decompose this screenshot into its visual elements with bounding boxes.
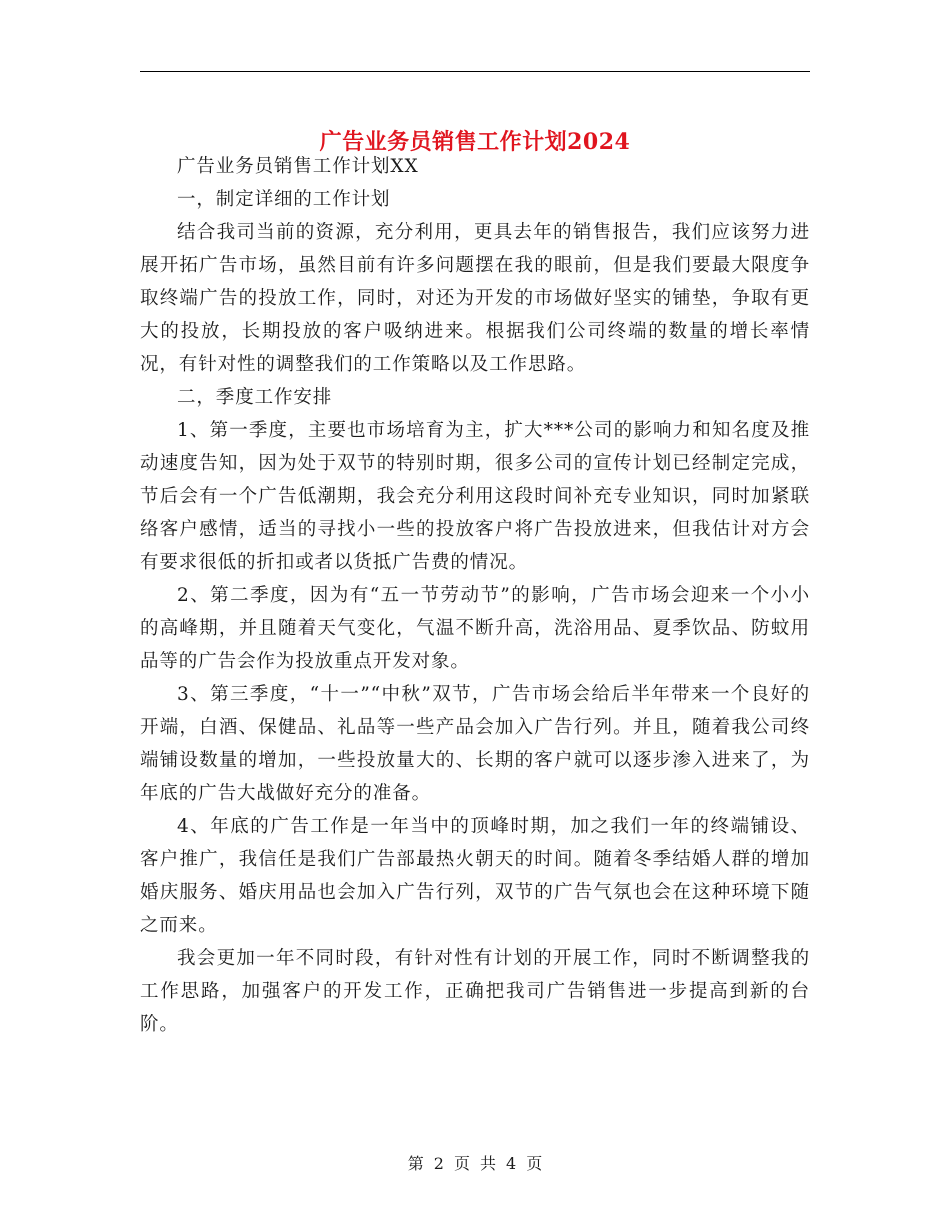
page-number-footer	[0, 1150, 950, 1178]
body-paragraph-q4: 4、年底的广告工作是一年当中的顶峰时期，加之我们一年的终端铺设、客户推广，我信任是我们广告部最热火朝天的时间。随着冬季结婚人群的增加婚庆服务、婚庆用品也会加入广告行列，双节的广告气氛也会在这种环境下随之而来。	[140, 816, 810, 936]
subtitle-paragraph: 广告业务员销售工作计划XX	[177, 156, 419, 177]
section-heading-plan: 一，制定详细的工作计划	[177, 189, 391, 210]
footer-label-page: 第	[407, 1154, 424, 1173]
section-heading-quarterly: 二，季度工作安排	[177, 387, 333, 408]
body-paragraph-q3: 3、第三季度，“十一”“中秋”双节，广告市场会给后半年带来一个良好的开端，白酒、保健品、礼品等一些产品会加入广告行列。并且，随着我公司终端铺设数量的增加，一些投放量大的、长期的客户就可以逐步渗入进来了，为年底的广告大战做好充分的准备。	[140, 684, 810, 804]
footer-total-pages: 4	[506, 1154, 517, 1173]
footer-current-page: 2	[433, 1154, 444, 1173]
header-rule	[140, 71, 810, 72]
footer-label-total-unit: 页	[526, 1154, 543, 1173]
document-title: 广告业务员销售工作计划2024	[319, 128, 631, 155]
closing-paragraph: 我会更加一年不同时段，有针对性有计划的开展工作，同时不断调整我的工作思路，加强客户的开发工作，正确把我司广告销售进一步提高到新的台阶。	[140, 948, 810, 1035]
document-body	[140, 150, 810, 1041]
body-paragraph-q1: 1、第一季度，主要也市场培育为主，扩大***公司的影响力和知名度及推动速度告知，因为处于双节的特别时期，很多公司的宣传计划已经制定完成，节后会有一个广告低潮期，我会充分利用这段时间补充专业知识，同时加紧联络客户感情，适当的寻找小一些的投放客户将广告投放进来，但我估计对方会有要求很低的折扣或者以货抵广告费的情况。	[140, 420, 810, 573]
body-paragraph-q2: 2、第二季度，因为有“五一节劳动节”的影响，广告市场会迎来一个小小的高峰期，并且随着天气变化，气温不断升高，洗浴用品、夏季饮品、防蚊用品等的广告会作为投放重点开发对象。	[140, 585, 810, 672]
body-paragraph: 结合我司当前的资源，充分利用，更具去年的销售报告，我们应该努力进展开拓广告市场，虽然目前有许多问题摆在我的眼前，但是我们要最大限度争取终端广告的投放工作，同时，对还为开发的市场做好坚实的铺垫，争取有更大的投放，长期投放的客户吸纳进来。根据我们公司终端的数量的增长率情况，有针对性的调整我们的工作策略以及工作思路。	[140, 222, 810, 375]
footer-label-total: 共	[480, 1154, 497, 1173]
footer-label-page-unit: 页	[453, 1154, 470, 1173]
